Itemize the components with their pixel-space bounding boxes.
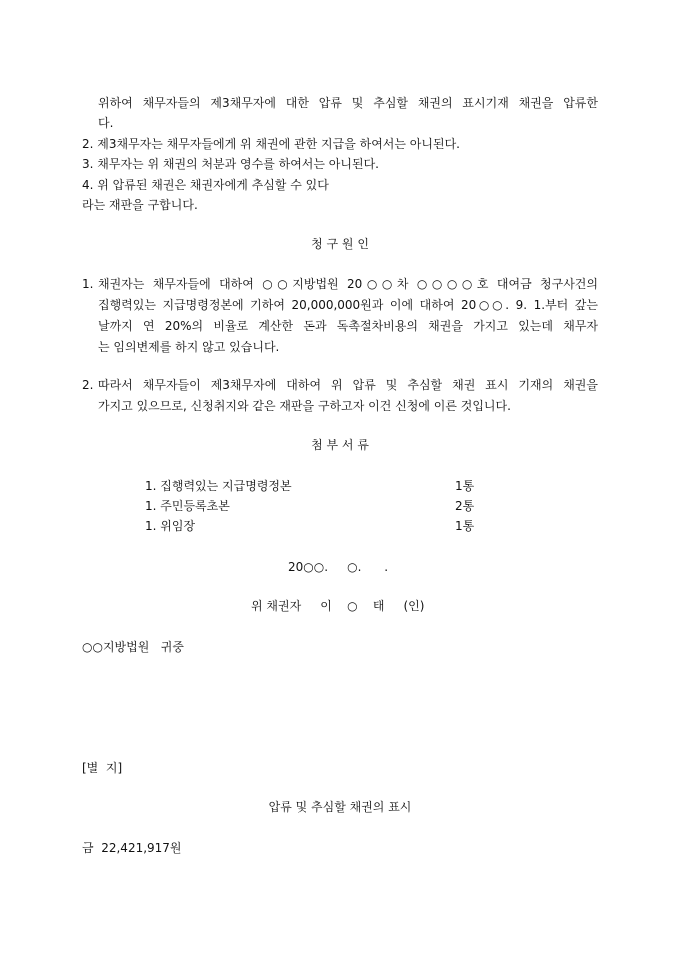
cause-paragraph2-line: 가지고 있으므로, 신청취지와 같은 재판을 구하고자 이건 신청에 이른 것입니다. bbox=[98, 399, 511, 413]
cause-paragraph2-number: 2. bbox=[82, 378, 94, 392]
petition-closing: 라는 재판을 구합니다. bbox=[82, 198, 198, 212]
petition-item1-continuation-end: 다. bbox=[98, 116, 114, 130]
petition-item3: 3. 채무자는 위 채권의 처분과 영수를 하여서는 아니된다. bbox=[82, 157, 379, 171]
attachments-heading: 첨 부 서 류 bbox=[311, 438, 369, 452]
signature-creditor: 위 채권자 이 ○ 태 (인) bbox=[251, 599, 425, 613]
attachment-name: 1. 집행력있는 지급명령정본 bbox=[145, 479, 292, 493]
signature-date: 20○○. ○. . bbox=[288, 560, 389, 574]
cause-heading: 청 구 원 인 bbox=[311, 237, 369, 251]
annex-title: 압류 및 추심할 채권의 표시 bbox=[268, 800, 412, 814]
cause-paragraph1-line: 날까지 연 20%의 비율로 계산한 돈과 독촉절차비용의 채권을 가지고 있는데 채무자 bbox=[98, 319, 598, 333]
cause-paragraph1-number: 1. bbox=[82, 277, 94, 291]
attachment-name: 1. 위임장 bbox=[145, 519, 196, 533]
petition-item1-continuation: 위하여 채무자들의 제3채무자에 대한 압류 및 추심할 채권의 표시기재 채권을 압류한 bbox=[98, 96, 598, 110]
cause-paragraph1-line: 집행력있는 지급명령정본에 기하여 20,000,000원과 이에 대하여 20○○. 9. 1.부터 갚는 bbox=[98, 298, 598, 312]
attachment-count: 2통 bbox=[455, 499, 475, 513]
attachment-count: 1통 bbox=[455, 519, 475, 533]
attachment-name: 1. 주민등록초본 bbox=[145, 499, 230, 513]
cause-paragraph1-line: 채권자는 채무자들에 대하여 ○○지방법원 20○○차 ○○○○호 대여금 청구사건의 bbox=[98, 277, 598, 291]
cause-paragraph1-line: 는 임의변제를 하지 않고 있습니다. bbox=[98, 340, 280, 354]
attachment-count: 1통 bbox=[455, 479, 475, 493]
court-addressee: ○○지방법원 귀중 bbox=[82, 640, 184, 654]
annex-amount: 금 22,421,917원 bbox=[82, 841, 182, 855]
petition-item2: 2. 제3채무자는 채무자들에게 위 채권에 관한 지급을 하여서는 아니된다. bbox=[82, 137, 460, 151]
annex-label: [별 지] bbox=[82, 761, 123, 775]
petition-item4: 4. 위 압류된 채권은 채권자에게 추심할 수 있다 bbox=[82, 178, 329, 192]
cause-paragraph2-line: 따라서 채무자들이 제3채무자에 대하여 위 압류 및 추심할 채권 표시 기재의 채권을 bbox=[98, 378, 598, 392]
